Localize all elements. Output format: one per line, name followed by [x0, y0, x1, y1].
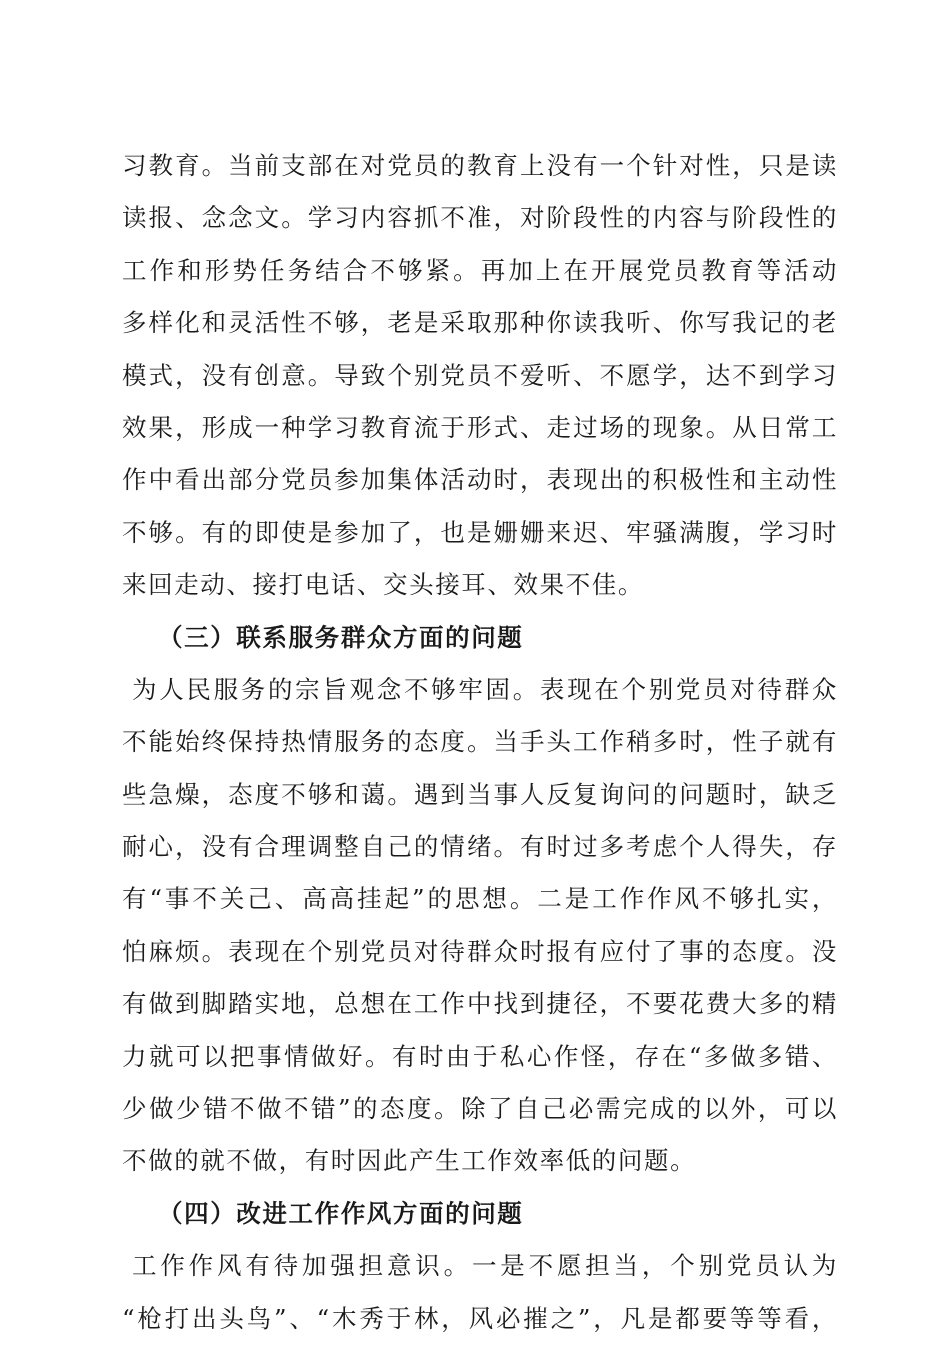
paragraph-line: 读报、念念文。学习内容抓不准，对阶段性的内容与阶段性的: [122, 203, 838, 233]
paragraph-line: 不够。有的即使是参加了，也是姗姗来迟、牢骚满腹，学习时: [122, 517, 838, 547]
paragraph-line: 工作和形势任务结合不够紧。再加上在开展党员教育等活动: [122, 255, 838, 285]
paragraph-line: 工作作风有待加强担意识。一是不愿担当，个别党员认为: [132, 1251, 838, 1281]
paragraph-line: 有做到脚踏实地，总想在工作中找到捷径，不要花费大多的精: [122, 989, 838, 1019]
paragraph-line: 些急燥，态度不够和蔼。遇到当事人反复询问的问题时，缺乏: [122, 779, 838, 809]
paragraph-line: 习教育。当前支部在对党员的教育上没有一个针对性，只是读: [122, 151, 838, 180]
document-body: [122, 140, 838, 1345]
paragraph-line: 力就可以把事情做好。有时由于私心作怪，存在“多做多错、: [122, 1041, 838, 1071]
paragraph-line: 不能始终保持热情服务的态度。当手头工作稍多时，性子就有: [122, 727, 838, 757]
section-heading-4: （四）改进工作作风方面的问题: [158, 1198, 524, 1228]
paragraph-line: 怕麻烦。表现在个别党员对待群众时报有应付了事的态度。没: [122, 936, 838, 966]
paragraph-line: “枪打出头鸟”、“木秀于林，风必摧之”，凡是都要等等看，: [122, 1303, 838, 1333]
paragraph-line: 效果，形成一种学习教育流于形式、走过场的现象。从日常工: [122, 412, 838, 442]
paragraph-line: 多样化和灵活性不够，老是采取那种你读我听、你写我记的老: [122, 308, 838, 338]
paragraph-line: 模式，没有创意。导致个别党员不爱听、不愿学，达不到学习: [122, 360, 838, 390]
paragraph-line: 少做少错不做不错”的态度。除了自己必需完成的以外，可以: [122, 1094, 838, 1124]
paragraph-line: 不做的就不做，有时因此产生工作效率低的问题。: [122, 1146, 697, 1176]
paragraph-line: 有“事不关己、高高挂起”的思想。二是工作作风不够扎实，: [122, 884, 838, 914]
section-heading-3: （三）联系服务群众方面的问题: [158, 622, 524, 652]
paragraph-line: 来回走动、接打电话、交头接耳、效果不佳。: [122, 570, 644, 600]
paragraph-line: 为人民服务的宗旨观念不够牢固。表现在个别党员对待群众: [132, 674, 838, 704]
paragraph-line: 作中看出部分党员参加集体活动时，表现出的积极性和主动性: [122, 465, 838, 495]
paragraph-line: 耐心，没有合理调整自己的情绪。有时过多考虑个人得失，存: [122, 832, 838, 862]
